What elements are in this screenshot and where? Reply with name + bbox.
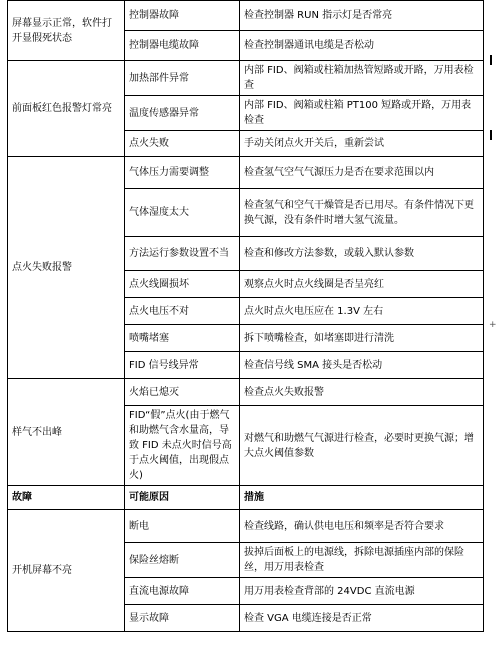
header-measure: 措施	[240, 486, 484, 510]
table-row	[8, 379, 484, 406]
cause-cell: FID 信号线异常	[125, 352, 240, 379]
measure-cell: 检查控制器 RUN 指示灯是否常亮	[240, 1, 484, 31]
table-row	[8, 157, 484, 189]
margin-mark	[490, 55, 492, 65]
cause-cell: 点火线圈损坏	[125, 271, 240, 298]
cause-cell: FID“假”点火(由于燃气和助燃气含水量高，导致 FID 未点火时信号高于点火阈值，出现假点火)	[125, 406, 240, 486]
measure-cell: 手动关闭点火开关后，重新尝试	[240, 131, 484, 157]
measure-cell: 检查 VGA 电缆连接是否正常	[240, 605, 484, 632]
measure-cell: 内部 FID、阀箱或柱箱 PT100 短路或开路，万用表检查	[240, 96, 484, 131]
measure-cell: 观察点火时点火线圈是否呈亮红	[240, 271, 484, 298]
fault-cell: 屏幕显示正常，软件打开显假死状态	[8, 1, 125, 61]
cause-cell: 保险丝熔断	[125, 543, 240, 578]
cause-cell: 喷嘴堵塞	[125, 325, 240, 352]
cause-cell: 控制器故障	[125, 1, 240, 31]
measure-cell: 检查线路，确认供电电压和频率是否符合要求	[240, 510, 484, 543]
header-fault: 故障	[8, 486, 125, 510]
measure-cell: 点火时点火电压应在 1.3V 左右	[240, 298, 484, 325]
table-header-row	[8, 486, 484, 510]
measure-cell: 内部 FID、阀箱或柱箱加热管短路或开路，万用表检查	[240, 61, 484, 96]
cause-cell: 方法运行参数设置不当	[125, 237, 240, 271]
cause-cell: 温度传感器异常	[125, 96, 240, 131]
measure-cell: 检查信号线 SMA 接头是否松动	[240, 352, 484, 379]
measure-cell: 检查氢气空气气源压力是否在要求范围以内	[240, 157, 484, 189]
measure-cell: 检查和修改方法参数，或载入默认参数	[240, 237, 484, 271]
measure-cell: 对燃气和助燃气气源进行检查，必要时更换气源；增大点火阈值参数	[240, 406, 484, 486]
measure-cell: 检查氢气和空气干燥管是否已用尽。有条件情况下更换气源，没有条件时增大氢气流量。	[240, 189, 484, 237]
cause-cell: 点火失败	[125, 131, 240, 157]
cause-cell: 气体湿度太大	[125, 189, 240, 237]
header-cause: 可能原因	[125, 486, 240, 510]
measure-cell: 检查控制器通讯电缆是否松动	[240, 31, 484, 61]
fault-cell: 点火失败报警	[8, 157, 125, 379]
measure-cell: 检查点火失败报警	[240, 379, 484, 406]
plus-icon[interactable]: +	[489, 320, 497, 330]
cause-cell: 点火电压不对	[125, 298, 240, 325]
measure-cell: 用万用表检查背部的 24VDC 直流电源	[240, 578, 484, 605]
measure-cell: 拔掉后面板上的电源线，拆除电源插座内部的保险丝，用万用表检查	[240, 543, 484, 578]
table-row	[8, 1, 484, 31]
measure-cell: 拆下喷嘴检查，如堵塞即进行清洗	[240, 325, 484, 352]
margin-mark	[490, 130, 492, 140]
cause-cell: 加热部件异常	[125, 61, 240, 96]
cause-cell: 气体压力需要调整	[125, 157, 240, 189]
fault-cell: 前面板红色报警灯常亮	[8, 61, 125, 157]
fault-cell: 样气不出峰	[8, 379, 125, 486]
cause-cell: 显示故障	[125, 605, 240, 632]
fault-cell: 开机屏幕不亮	[8, 510, 125, 632]
troubleshooting-table	[7, 0, 484, 632]
table-row	[8, 510, 484, 543]
cause-cell: 直流电源故障	[125, 578, 240, 605]
cause-cell: 火焰已熄灭	[125, 379, 240, 406]
cause-cell: 断电	[125, 510, 240, 543]
cause-cell: 控制器电缆故障	[125, 31, 240, 61]
table-row	[8, 61, 484, 96]
